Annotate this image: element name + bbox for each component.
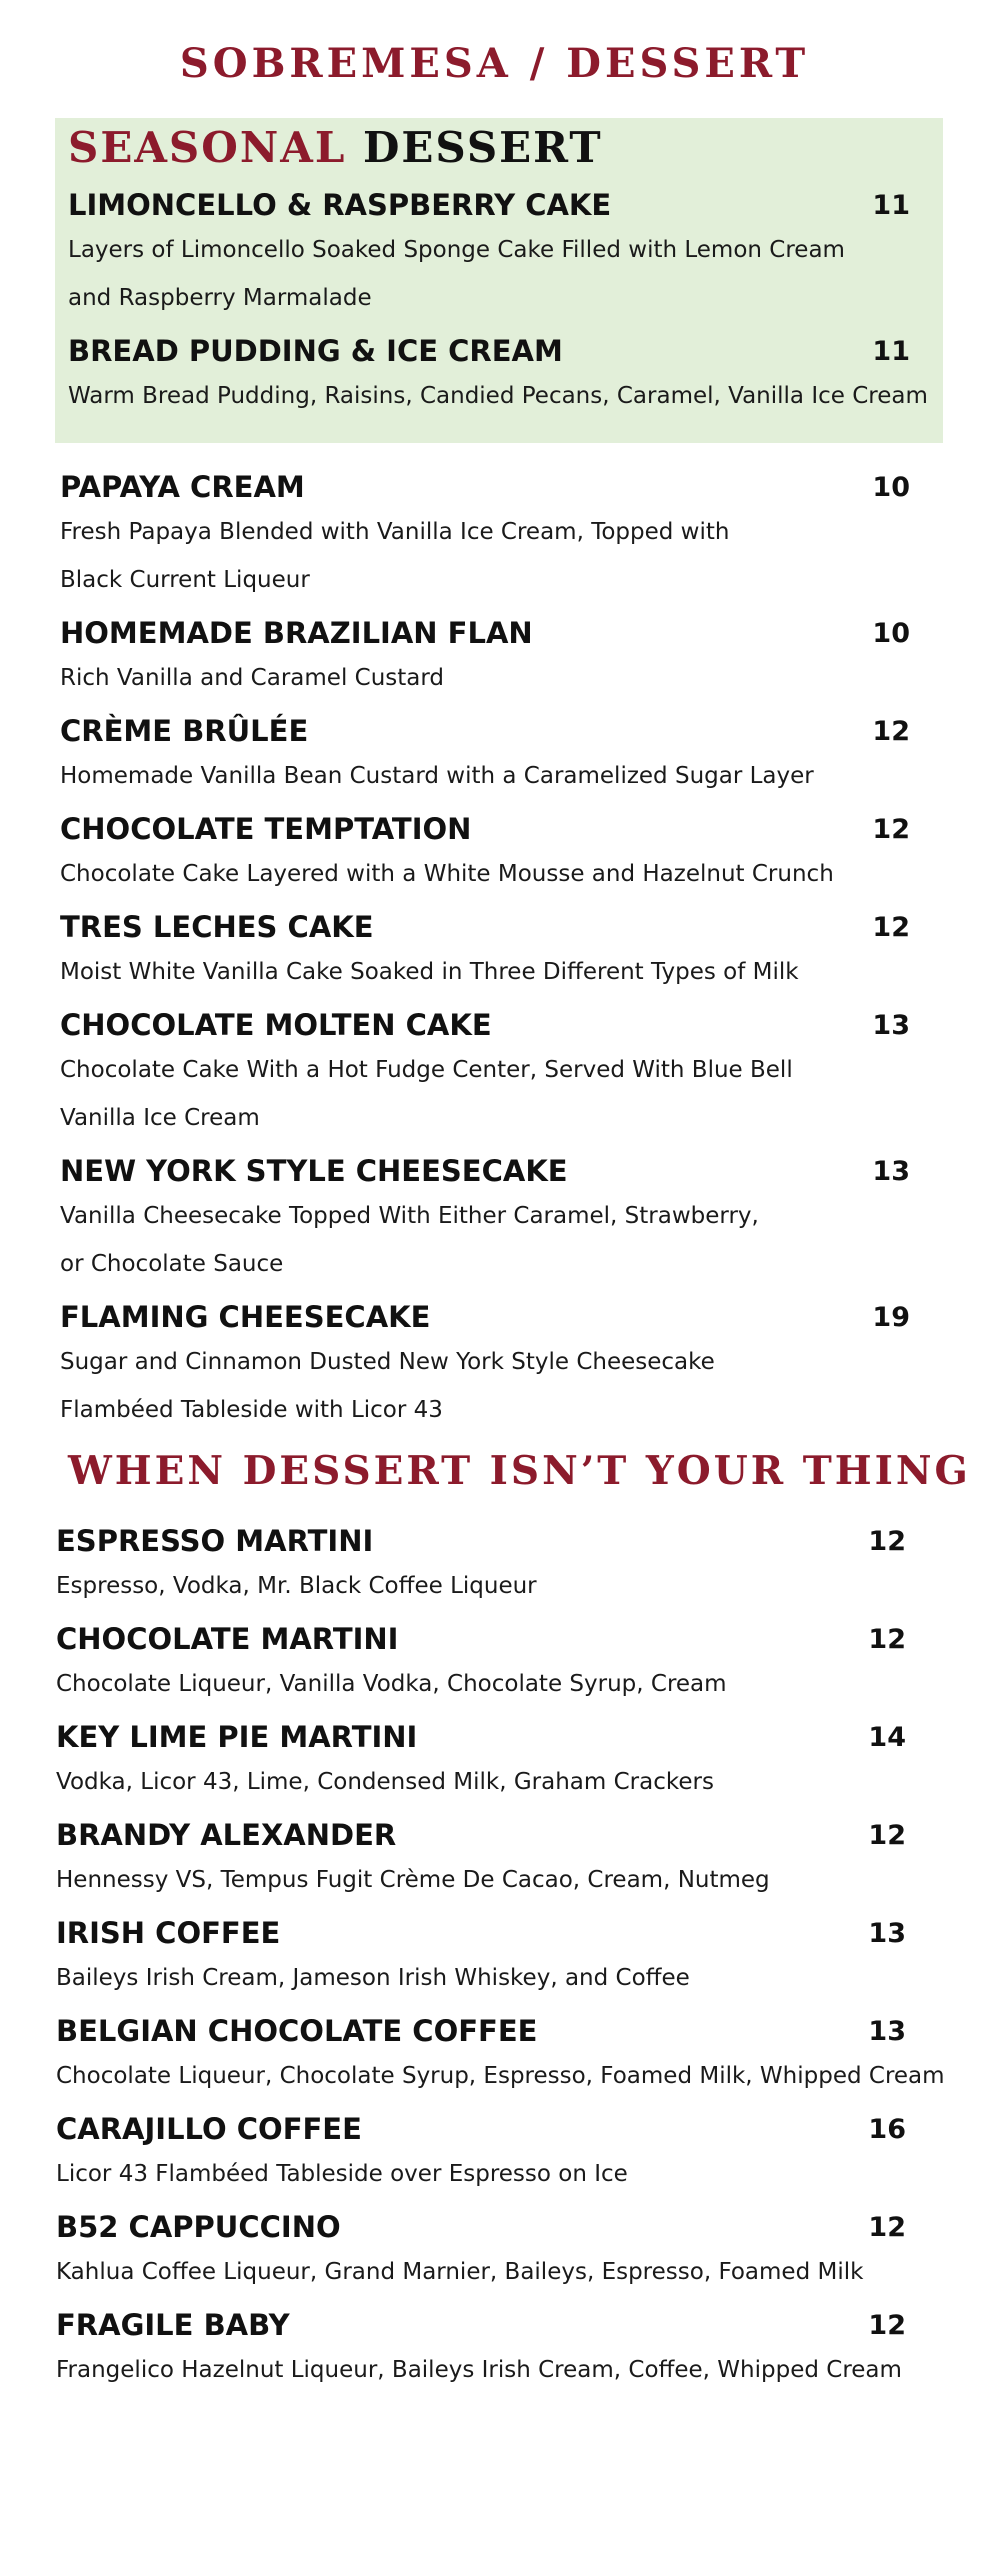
menu-item-description: Rich Vanilla and Caramel Custard [60,665,445,691]
menu-item-price: 12 [872,716,910,747]
menu-item-name: KEY LIME PIE MARTINI [56,1720,418,1754]
menu-item-price: 12 [868,2212,906,2243]
menu-item-description: Flambéed Tableside with Licor 43 [60,1397,443,1423]
menu-item-price: 14 [868,1722,906,1753]
menu-item-price: 19 [872,1302,910,1333]
menu-item-description: Homemade Vanilla Bean Custard with a Caramelized Sugar Layer [60,763,814,789]
menu-item-name: CRÈME BRÛLÉE [60,714,309,748]
menu-item-name: FRAGILE BABY [56,2308,290,2342]
menu-item-price: 10 [872,618,910,649]
menu-item-description: Warm Bread Pudding, Raisins, Candied Pecans, Caramel, Vanilla Ice Cream [68,383,928,409]
menu-item-description: Vanilla Cheesecake Topped With Either Caramel, Strawberry, [60,1203,759,1229]
menu-item-price: 13 [872,1156,910,1187]
menu-item-name: NEW YORK STYLE CHEESECAKE [60,1154,568,1188]
menu-item-description: Vanilla Ice Cream [60,1105,260,1131]
menu-item-description: Hennessy VS, Tempus Fugit Crème De Cacao, Cream, Nutmeg [56,1867,770,1893]
menu-item-description: Frangelico Hazelnut Liqueur, Baileys Irish Cream, Coffee, Whipped Cream [56,2357,902,2383]
menu-item-description: Licor 43 Flambéed Tableside over Espresso on Ice [56,2161,628,2187]
menu-item-name: IRISH COFFEE [56,1916,281,1950]
menu-item-description: Vodka, Licor 43, Lime, Condensed Milk, Graham Crackers [56,1769,714,1795]
drinks-heading: WHEN DESSERT ISN’T YOUR THING [68,1448,971,1494]
menu-item-description: Baileys Irish Cream, Jameson Irish Whiskey, and Coffee [56,1965,690,1991]
seasonal-heading [68,123,603,172]
menu-item-description: Moist White Vanilla Cake Soaked in Three Different Types of Milk [60,959,799,985]
menu-item-price: 11 [872,190,910,221]
menu-item-name: FLAMING CHEESECAKE [60,1300,431,1334]
menu-item-name: HOMEMADE BRAZILIAN FLAN [60,616,533,650]
menu-item-price: 12 [868,1624,906,1655]
menu-item-description: Chocolate Liqueur, Vanilla Vodka, Chocolate Syrup, Cream [56,1671,727,1697]
menu-item-price: 12 [872,912,910,943]
menu-item-name: BRANDY ALEXANDER [56,1818,397,1852]
menu-item-description: Espresso, Vodka, Mr. Black Coffee Liqueur [56,1573,537,1599]
menu-item-description: Chocolate Liqueur, Chocolate Syrup, Espresso, Foamed Milk, Whipped Cream [56,2063,945,2089]
menu-item-price: 11 [872,336,910,367]
menu-item-description: Kahlua Coffee Liqueur, Grand Marnier, Baileys, Espresso, Foamed Milk [56,2259,864,2285]
menu-item-price: 12 [868,1820,906,1851]
menu-item-price: 12 [868,2310,906,2341]
menu-item-description: Fresh Papaya Blended with Vanilla Ice Cream, Topped with [60,519,730,545]
menu-item-description: Black Current Liqueur [60,567,310,593]
menu-item-name: CHOCOLATE MOLTEN CAKE [60,1008,492,1042]
menu-item-name: LIMONCELLO & RASPBERRY CAKE [68,188,612,222]
seasonal-heading-accent: SEASONAL [68,123,347,172]
menu-item-price: 10 [872,472,910,503]
menu-item-price: 16 [868,2114,906,2145]
menu-item-name: CHOCOLATE MARTINI [56,1622,399,1656]
page-title: SOBREMESA / DESSERT [179,40,810,87]
menu-item-name: ESPRESSO MARTINI [56,1524,374,1558]
menu-item-name: B52 CAPPUCCINO [56,2210,341,2244]
menu-item-price: 13 [872,1010,910,1041]
menu-item-name: BREAD PUDDING & ICE CREAM [68,334,563,368]
menu-item-description: Layers of Limoncello Soaked Sponge Cake Filled with Lemon Cream [68,237,845,263]
seasonal-heading-rest: DESSERT [362,123,603,172]
menu-item-price: 13 [868,2016,906,2047]
menu-item-description: Chocolate Cake Layered with a White Mousse and Hazelnut Crunch [60,861,834,887]
menu-item-description: Chocolate Cake With a Hot Fudge Center, Served With Blue Bell [60,1057,793,1083]
menu-item-description: and Raspberry Marmalade [68,285,372,311]
menu-item-price: 12 [872,814,910,845]
menu-item-name: CHOCOLATE TEMPTATION [60,812,472,846]
menu-item-price: 13 [868,1918,906,1949]
menu-item-name: TRES LECHES CAKE [60,910,374,944]
menu-item-name: CARAJILLO COFFEE [56,2112,362,2146]
menu-item-price: 12 [868,1526,906,1557]
menu-item-name: BELGIAN CHOCOLATE COFFEE [56,2014,538,2048]
menu-item-description: or Chocolate Sauce [60,1251,284,1277]
menu-item-name: PAPAYA CREAM [60,470,305,504]
menu-item-description: Sugar and Cinnamon Dusted New York Style Cheesecake [60,1349,715,1375]
